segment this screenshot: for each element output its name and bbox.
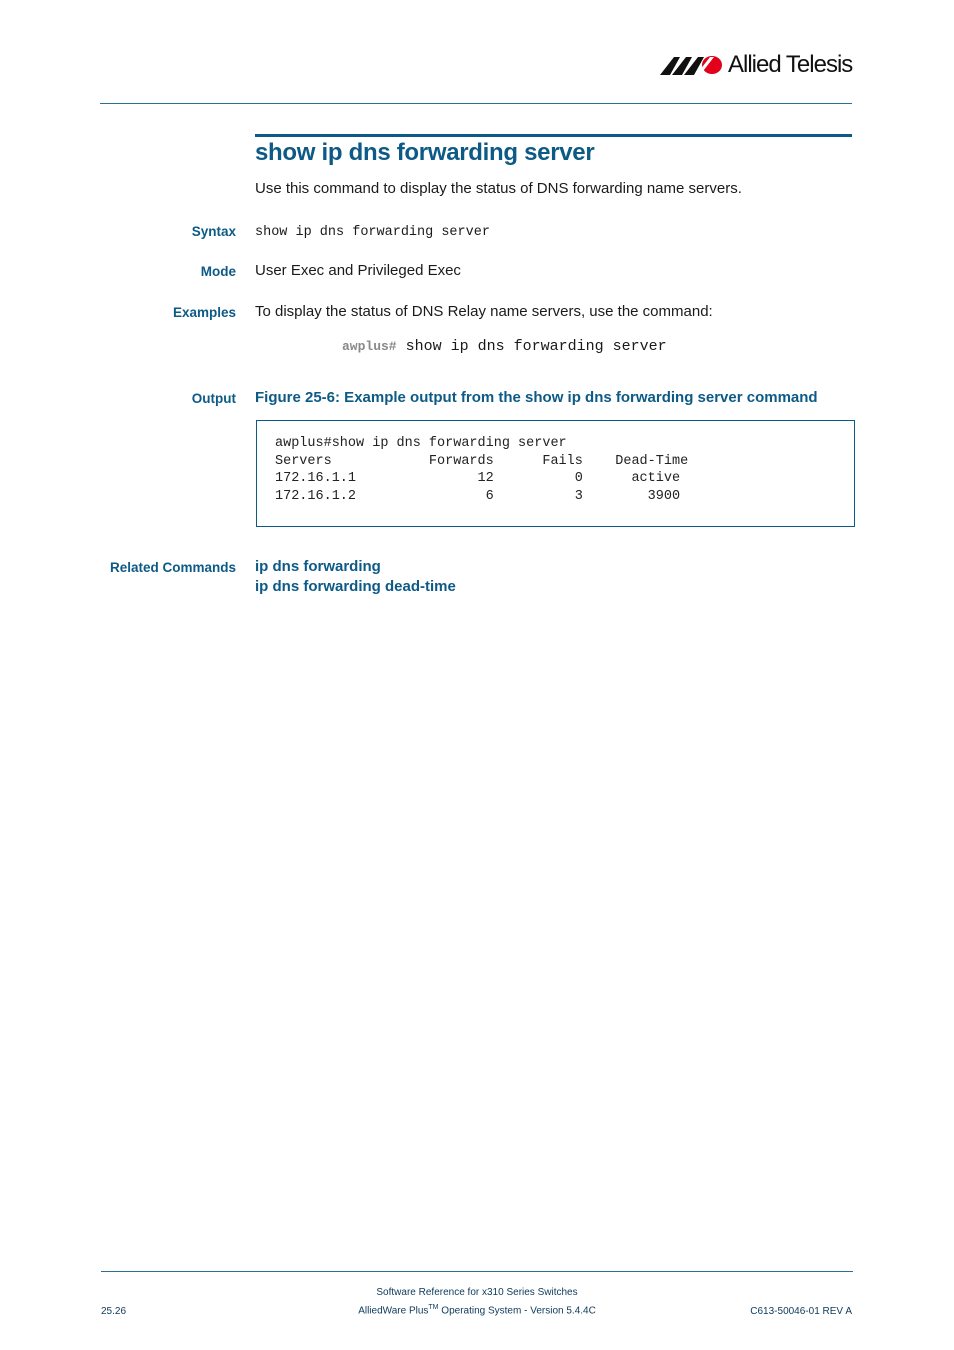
output-text: awplus#show ip dns forwarding server Servers Forwards Fails Dead-Time 172.16.1.1 12 0 active 172.16.1.2 6 3 3900	[275, 436, 689, 505]
examples-text: To display the status of DNS Relay name servers, use the command:	[255, 303, 713, 320]
output-label: Output	[191, 391, 236, 406]
example-command-text: show ip dns forwarding server	[405, 338, 667, 355]
footer-version: Operating System - Version 5.4.4C	[438, 1305, 596, 1317]
allied-telesis-logo	[660, 50, 852, 80]
header-divider	[100, 103, 852, 104]
syntax-label: Syntax	[191, 224, 236, 239]
mode-text: User Exec and Privileged Exec	[255, 262, 461, 279]
footer-title: Software Reference for x310 Series Switches	[376, 1287, 578, 1298]
title-rule	[255, 134, 852, 137]
footer-divider	[101, 1271, 853, 1272]
related-link-ip-dns-forwarding[interactable]: ip dns forwarding	[255, 558, 381, 575]
syntax-text: show ip dns forwarding server	[255, 225, 490, 240]
related-commands-label: Related Commands	[109, 560, 236, 575]
page-number: 25.26	[101, 1306, 127, 1317]
figure-caption: Figure 25-6: Example output from the show ip dns forwarding server command	[255, 389, 818, 406]
example-command	[342, 338, 667, 355]
document-id: C613-50046-01 REV A	[750, 1306, 852, 1317]
output-box	[256, 420, 855, 527]
footer-trademark: TM	[428, 1304, 439, 1311]
footer-os-name: AlliedWare Plus	[358, 1305, 429, 1317]
logo-mark-icon	[660, 54, 724, 76]
logo-text: Allied Telesis	[728, 51, 853, 78]
examples-label: Examples	[172, 305, 236, 320]
example-prompt: awplus#	[342, 339, 397, 354]
related-link-ip-dns-forwarding-dead-time[interactable]: ip dns forwarding dead-time	[255, 578, 456, 595]
command-description: Use this command to display the status of DNS forwarding name servers.	[255, 180, 742, 197]
page-title: show ip dns forwarding server	[255, 139, 595, 166]
mode-label: Mode	[200, 264, 236, 279]
